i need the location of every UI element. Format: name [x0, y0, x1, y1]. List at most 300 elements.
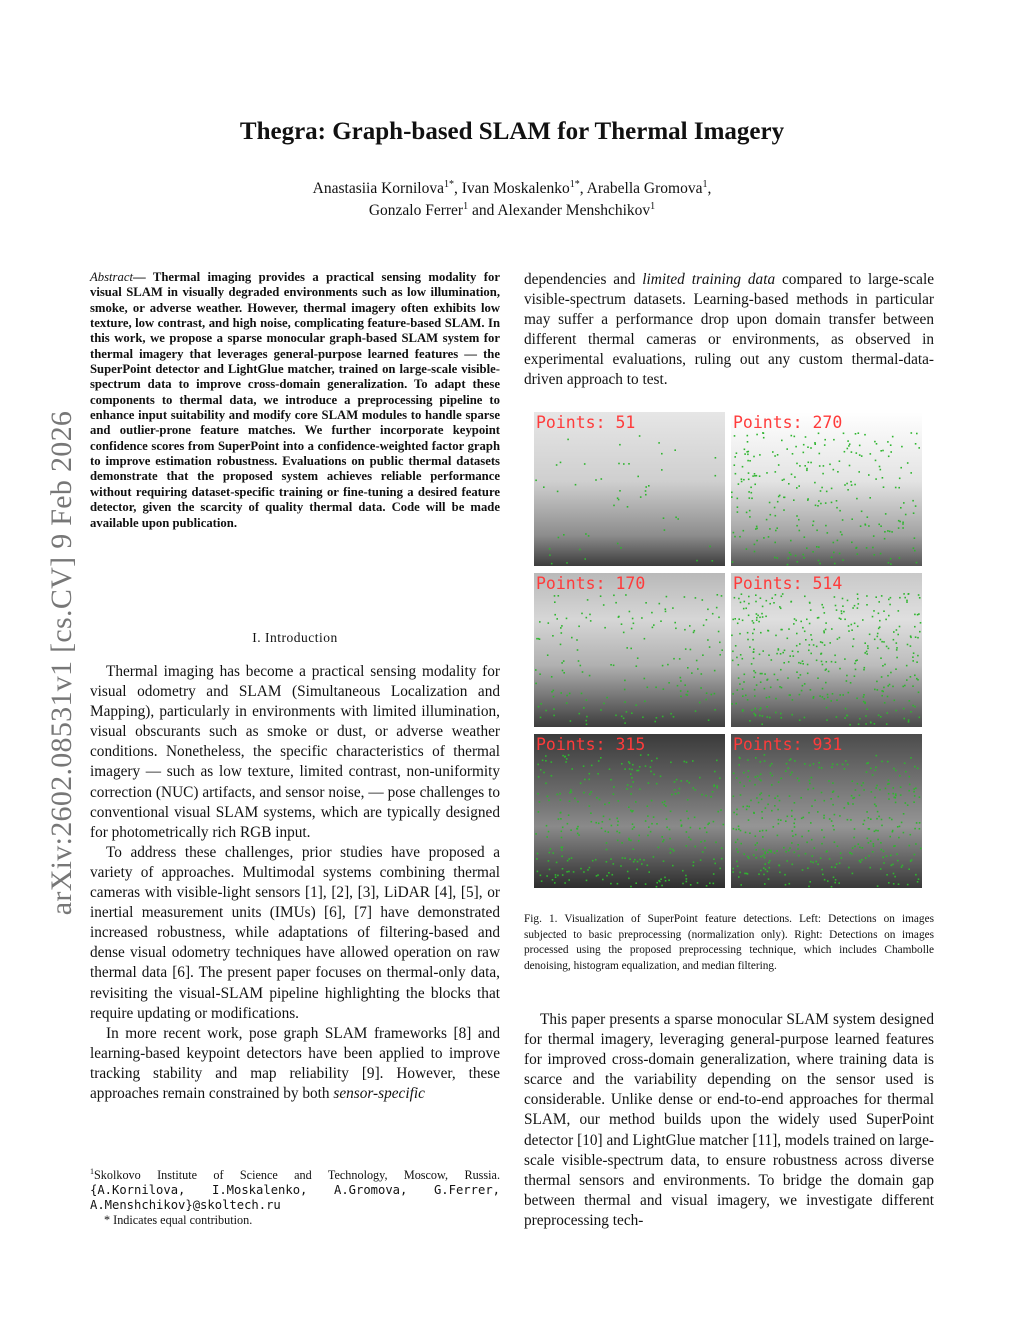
keypoint-dot [773, 826, 775, 828]
keypoint-dot [866, 771, 868, 773]
keypoint-dot [644, 638, 646, 640]
keypoint-dot [903, 502, 905, 504]
keypoint-dot [885, 513, 887, 515]
keypoint-dot [753, 658, 755, 660]
keypoint-dot [628, 838, 630, 840]
keypoint-dot [733, 532, 735, 534]
keypoint-dot [748, 472, 750, 474]
keypoint-dot [899, 626, 901, 628]
author-affil: 1 [702, 178, 708, 190]
keypoint-dot [801, 818, 803, 820]
keypoint-dot [768, 536, 770, 538]
paragraph: To address these challenges, prior studies have proposed a variety of approaches. Multimodal systems combining thermal cameras with visible-light sensors [1], [2], [3], LiDAR [4], [5], or inertial measurement units (IMUs) [6], [7] have demonstrated increased robustness, while adaptations of filtering-based and dense visual odometry techniques have allowed operation on raw thermal data [6]. The present paper focuses on thermal-only data, revisiting the visual-SLAM pipeline highlighting the blocks that require updating or modifications. [90, 843, 500, 1022]
keypoint-dot [800, 797, 802, 799]
keypoint-dot [714, 771, 716, 773]
keypoint-dot [880, 842, 882, 844]
keypoint-dot [603, 816, 605, 818]
keypoint-dot [812, 525, 814, 527]
keypoint-dot [551, 676, 553, 678]
keypoint-dot [856, 698, 858, 700]
keypoint-dot [737, 623, 739, 625]
author-affil: 1 [650, 200, 656, 212]
keypoint-dot [753, 670, 755, 672]
keypoint-dot [701, 794, 703, 796]
keypoint-dot [851, 624, 853, 626]
keypoint-dot [833, 877, 835, 879]
keypoint-dot [785, 884, 787, 886]
points-label: Points: 315 [536, 735, 646, 754]
keypoint-dot [641, 617, 643, 619]
keypoint-dot [856, 498, 858, 500]
keypoint-dot [914, 795, 916, 797]
keypoint-dot [636, 869, 638, 871]
keypoint-dot [732, 871, 734, 873]
keypoint-dot [783, 509, 785, 511]
keypoint-dot [606, 875, 608, 877]
keypoint-dot [694, 630, 696, 632]
keypoint-dot [625, 594, 627, 596]
keypoint-dot [823, 815, 825, 817]
keypoint-dot [583, 707, 585, 709]
keypoint-dot [796, 487, 798, 489]
keypoint-dot [771, 810, 773, 812]
keypoint-dot [663, 688, 665, 690]
keypoint-dot [879, 789, 881, 791]
keypoint-dot [692, 760, 694, 762]
keypoint-dot [631, 712, 633, 714]
italic-term: sensor-specific [333, 1084, 425, 1102]
keypoint-dot [662, 716, 664, 718]
keypoint-dot [713, 883, 715, 885]
keypoint-dot [713, 873, 715, 875]
author-sep: and [468, 202, 498, 219]
keypoint-dot [549, 869, 551, 871]
keypoint-dot [888, 562, 890, 564]
keypoint-dot [596, 797, 598, 799]
keypoint-dot [842, 605, 844, 607]
keypoint-dot [847, 819, 849, 821]
keypoint-dot [764, 760, 766, 762]
keypoint-dot [842, 519, 844, 521]
keypoint-dot [798, 519, 800, 521]
keypoint-dot [822, 642, 824, 644]
keypoint-dot [721, 595, 723, 597]
keypoint-dot [907, 462, 909, 464]
keypoint-dot [902, 522, 904, 524]
keypoint-dot [789, 694, 791, 696]
keypoint-dot [826, 707, 828, 709]
keypoint-dot [878, 628, 880, 630]
keypoint-dot [917, 637, 919, 639]
keypoint-dot [912, 705, 914, 707]
keypoint-dot [650, 766, 652, 768]
keypoint-dot [759, 475, 761, 477]
keypoint-dot [819, 453, 821, 455]
keypoint-dot [855, 547, 857, 549]
keypoint-dot [755, 601, 757, 603]
keypoint-dot [548, 800, 550, 802]
keypoint-dot [792, 864, 794, 866]
keypoint-dot [627, 871, 629, 873]
keypoint-dot [645, 486, 647, 488]
keypoint-dot [712, 560, 714, 562]
keypoint-dot [890, 444, 892, 446]
keypoint-dot [914, 614, 916, 616]
keypoint-dot [557, 794, 559, 796]
paragraph [90, 1024, 500, 1104]
keypoint-dot [914, 828, 916, 830]
keypoint-dot [747, 759, 749, 761]
keypoint-dot [760, 761, 762, 763]
keypoint-dot [695, 710, 697, 712]
keypoint-dot [617, 497, 619, 499]
keypoint-dot [826, 851, 828, 853]
keypoint-dot [626, 788, 628, 790]
keypoint-dot [557, 875, 559, 877]
keypoint-dot [812, 551, 814, 553]
keypoint-dot [791, 842, 793, 844]
keypoint-dot [738, 483, 740, 485]
keypoint-dot [895, 770, 897, 772]
keypoint-dot [714, 693, 716, 695]
keypoint-dot [684, 761, 686, 763]
keypoint-dot [858, 432, 860, 434]
keypoint-dot [645, 494, 647, 496]
keypoint-dot [612, 874, 614, 876]
keypoint-dot [791, 474, 793, 476]
keypoint-dot [791, 815, 793, 817]
keypoint-dot [749, 832, 751, 834]
keypoint-dot [694, 846, 696, 848]
right-column-top [524, 270, 934, 391]
keypoint-dot [839, 618, 841, 620]
keypoint-dot [820, 641, 822, 643]
keypoint-dot [671, 794, 673, 796]
keypoint-dot [816, 546, 818, 548]
keypoint-dot [755, 776, 757, 778]
keypoint-dot [842, 694, 844, 696]
keypoint-dot [862, 847, 864, 849]
keypoint-dot [661, 453, 663, 455]
keypoint-dot [843, 611, 845, 613]
keypoint-dot [639, 435, 641, 437]
keypoint-dot [762, 836, 764, 838]
keypoint-dot [904, 685, 906, 687]
keypoint-dot [740, 794, 742, 796]
keypoint-dot [834, 841, 836, 843]
keypoint-dot [919, 822, 921, 824]
keypoint-dot [906, 601, 908, 603]
keypoint-dot [869, 634, 871, 636]
keypoint-dot [920, 622, 922, 624]
keypoint-dot [891, 819, 893, 821]
keypoint-dot [918, 594, 920, 596]
keypoint-dot [629, 611, 631, 613]
keypoint-dot [754, 708, 756, 710]
keypoint-dot [864, 820, 866, 822]
keypoint-dot [555, 876, 557, 878]
keypoint-dot [804, 596, 806, 598]
figure-panel [534, 412, 725, 566]
keypoint-dot [560, 799, 562, 801]
keypoint-dot [822, 664, 824, 666]
keypoint-dot [864, 434, 866, 436]
keypoint-dot [754, 484, 756, 486]
keypoint-dot [737, 498, 739, 500]
points-label: Points: 514 [733, 574, 843, 593]
keypoint-dot [749, 510, 751, 512]
keypoint-dot [767, 630, 769, 632]
keypoint-dot [860, 861, 862, 863]
keypoint-dot [651, 800, 653, 802]
keypoint-dot [838, 882, 840, 884]
keypoint-dot [570, 791, 572, 793]
keypoint-dot [640, 754, 642, 756]
keypoint-dot [908, 868, 910, 870]
keypoint-dot [817, 677, 819, 679]
keypoint-dot [759, 830, 761, 832]
keypoint-dot [566, 758, 568, 760]
keypoint-dot [804, 717, 806, 719]
keypoint-dot [758, 873, 760, 875]
keypoint-dot [754, 544, 756, 546]
keypoint-dot [839, 815, 841, 817]
keypoint-dot [560, 812, 562, 814]
keypoint-dot [734, 536, 736, 538]
keypoint-dot [668, 682, 670, 684]
keypoint-dot [802, 663, 804, 665]
keypoint-dot [781, 778, 783, 780]
keypoint-dot [747, 441, 749, 443]
keypoint-dot [543, 772, 545, 774]
keypoint-dot [793, 623, 795, 625]
keypoint-dot [578, 834, 580, 836]
keypoint-dot [616, 818, 618, 820]
keypoint-dot [794, 476, 796, 478]
keypoint-dot [796, 645, 798, 647]
keypoint-dot [764, 851, 766, 853]
keypoint-dot [638, 770, 640, 772]
keypoint-dot [748, 819, 750, 821]
keypoint-dot [686, 762, 688, 764]
keypoint-dot [896, 649, 898, 651]
keypoint-dot [696, 560, 698, 562]
keypoint-dot [767, 804, 769, 806]
figure-panel [534, 734, 725, 888]
keypoint-dot [748, 806, 750, 808]
keypoint-dot [712, 791, 714, 793]
keypoint-dot [789, 795, 791, 797]
keypoint-dot [896, 642, 898, 644]
keypoint-dot [868, 855, 870, 857]
keypoint-dot [916, 562, 918, 564]
keypoint-dot [880, 525, 882, 527]
keypoint-dot [836, 716, 838, 718]
keypoint-dot [848, 625, 850, 627]
keypoint-dot [754, 689, 756, 691]
keypoint-dot [653, 816, 655, 818]
keypoint-dot [561, 856, 563, 858]
keypoint-dot [910, 472, 912, 474]
keypoint-dot [631, 628, 633, 630]
keypoint-dot [733, 828, 735, 830]
keypoint-dot [810, 447, 812, 449]
keypoint-dot [748, 603, 750, 605]
keypoint-dot [652, 627, 654, 629]
italic-term: limited training data [642, 271, 776, 288]
keypoint-dot [803, 557, 805, 559]
keypoint-dot [761, 673, 763, 675]
keypoint-dot [706, 619, 708, 621]
keypoint-dot [631, 769, 633, 771]
keypoint-dot [883, 687, 885, 689]
keypoint-dot [908, 721, 910, 723]
keypoint-dot [882, 477, 884, 479]
keypoint-dot [716, 785, 718, 787]
keypoint-dot [691, 672, 693, 674]
keypoint-dot [810, 822, 812, 824]
keypoint-dot [839, 510, 841, 512]
keypoint-dot [716, 787, 718, 789]
keypoint-dot [851, 629, 853, 631]
keypoint-dot [627, 506, 629, 508]
keypoint-dot [780, 653, 782, 655]
keypoint-dot [760, 597, 762, 599]
keypoint-dot [740, 884, 742, 886]
keypoint-dot [886, 723, 888, 725]
keypoint-dot [828, 671, 830, 673]
keypoint-dot [846, 483, 848, 485]
keypoint-dot [836, 500, 838, 502]
keypoint-dot [732, 561, 734, 563]
keypoint-dot [764, 754, 766, 756]
keypoint-dot [560, 818, 562, 820]
keypoint-dot [677, 685, 679, 687]
keypoint-dot [581, 693, 583, 695]
keypoint-dot [907, 804, 909, 806]
keypoint-dot [910, 676, 912, 678]
keypoint-dot [794, 819, 796, 821]
keypoint-dot [731, 703, 733, 705]
keypoint-dot [821, 767, 823, 769]
keypoint-dot [701, 673, 703, 675]
keypoint-dot [772, 451, 774, 453]
keypoint-dot [864, 702, 866, 704]
keypoint-dot [717, 594, 719, 596]
keypoint-dot [919, 717, 921, 719]
keypoint-dot [693, 632, 695, 634]
keypoint-dot [857, 607, 859, 609]
keypoint-dot [624, 689, 626, 691]
keypoint-dot [595, 822, 597, 824]
keypoint-dot [796, 515, 798, 517]
keypoint-dot [740, 830, 742, 832]
keypoint-dot [610, 664, 612, 666]
keypoint-dot [853, 837, 855, 839]
keypoint-dot [914, 550, 916, 552]
keypoint-dot [796, 463, 798, 465]
keypoint-dot [791, 714, 793, 716]
keypoint-dot [875, 770, 877, 772]
keypoint-dot [871, 791, 873, 793]
keypoint-dot [863, 696, 865, 698]
keypoint-dot [736, 814, 738, 816]
keypoint-dot [806, 842, 808, 844]
keypoint-dot [809, 623, 811, 625]
keypoint-dot [785, 820, 787, 822]
keypoint-dot [741, 481, 743, 483]
keypoint-dot [617, 821, 619, 823]
keypoint-dot [778, 649, 780, 651]
keypoint-dot [804, 683, 806, 685]
keypoint-dot [864, 524, 866, 526]
keypoint-dot [794, 802, 796, 804]
keypoint-dot [599, 799, 601, 801]
footnote [90, 1168, 500, 1228]
keypoint-dot [694, 789, 696, 791]
keypoint-dot [908, 719, 910, 721]
keypoint-dot [636, 665, 638, 667]
keypoint-dot [626, 711, 628, 713]
keypoint-dot [737, 865, 739, 867]
keypoint-dot [813, 696, 815, 698]
keypoint-dot [589, 773, 591, 775]
keypoint-dot [893, 631, 895, 633]
keypoint-dot [647, 805, 649, 807]
keypoint-dot [583, 792, 585, 794]
keypoint-dot [616, 831, 618, 833]
keypoint-dot [877, 839, 879, 841]
keypoint-dot [827, 532, 829, 534]
keypoint-dot [745, 695, 747, 697]
keypoint-dot [663, 860, 665, 862]
keypoint-dot [855, 433, 857, 435]
keypoint-dot [830, 798, 832, 800]
keypoint-dot [615, 715, 617, 717]
keypoint-dot [851, 853, 853, 855]
keypoint-dot [598, 760, 600, 762]
keypoint-dot [566, 695, 568, 697]
keypoint-dot [771, 763, 773, 765]
keypoint-dot [626, 647, 628, 649]
keypoint-dot [866, 811, 868, 813]
keypoint-dot [881, 641, 883, 643]
keypoint-dot [560, 627, 562, 629]
keypoint-dot [913, 512, 915, 514]
keypoint-dot [907, 644, 909, 646]
keypoint-dot [540, 769, 542, 771]
keypoint-dot [562, 827, 564, 829]
author-sep: , [579, 180, 587, 197]
keypoint-dot [554, 882, 556, 884]
keypoint-dot [551, 761, 553, 763]
keypoint-dot [856, 452, 858, 454]
keypoint-dot [540, 717, 542, 719]
keypoint-dot [757, 775, 759, 777]
keypoint-dot [639, 766, 641, 768]
keypoint-dot [895, 802, 897, 804]
keypoint-dot [816, 660, 818, 662]
keypoint-dot [799, 530, 801, 532]
keypoint-dot [855, 789, 857, 791]
keypoint-dot [546, 825, 548, 827]
keypoint-dot [795, 446, 797, 448]
keypoint-dot [821, 843, 823, 845]
keypoint-dot [851, 518, 853, 520]
keypoint-dot [889, 604, 891, 606]
keypoint-dot [608, 802, 610, 804]
keypoint-dot [562, 755, 564, 757]
